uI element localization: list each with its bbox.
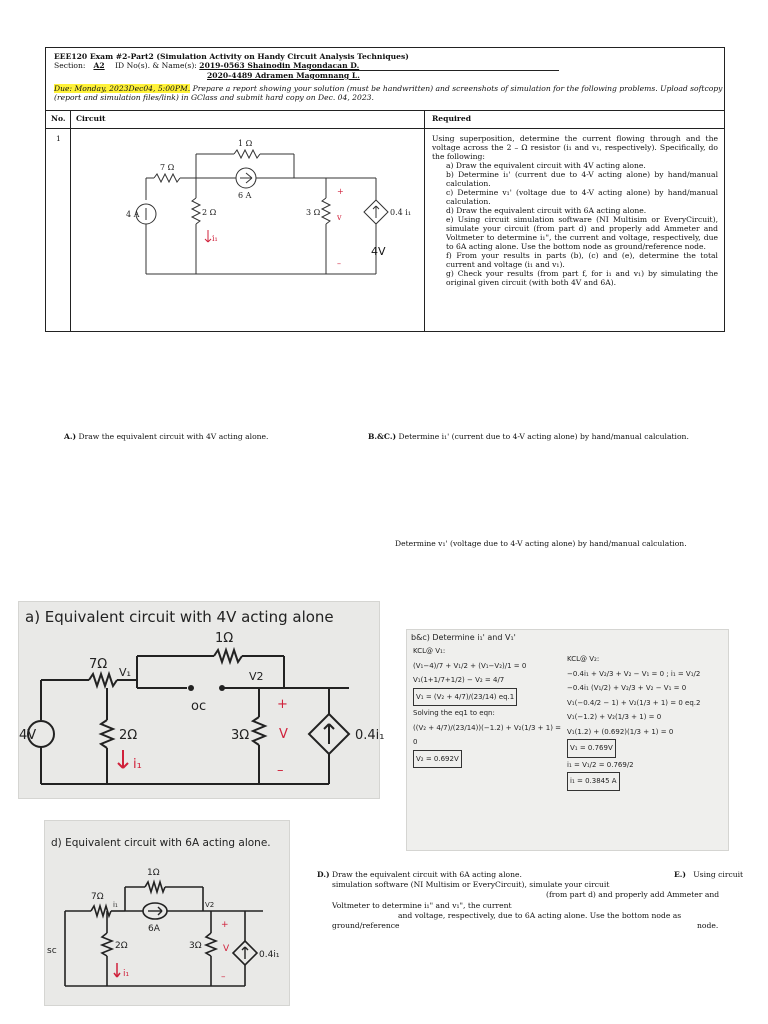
handwritten-4v-note: 4V <box>371 245 386 258</box>
photo-a-title: a) Equivalent circuit with 4V acting alone <box>25 608 334 626</box>
student-1: 2019-0563 Shainodin Magondacan D. <box>199 61 360 70</box>
photo-a-r1: 1Ω <box>215 631 234 646</box>
label-3ohm: 3 Ω <box>306 208 321 217</box>
label-4a: 4 A <box>126 210 140 219</box>
required-items <box>446 161 718 287</box>
exam-title: EEE120 Exam #2-Part2 (Simulation Activity on Handy Circuit Analysis Techniques) <box>54 52 409 61</box>
required-intro: Using superposition, determine the current flowing through and the voltage across the 2 – Ω resistor (i₁ and v₁, respectively). Specifically, do the following: <box>432 134 718 161</box>
col-divider-2 <box>424 110 425 331</box>
calc-left-0: KCL@ V₁: <box>413 647 446 655</box>
label-dep-source: 0.4 i₁ <box>390 208 412 217</box>
table-column-header <box>46 110 724 129</box>
caption-d-line2: simulation software (NI Multisim or EveryCircuit), simulate your circuit <box>332 880 610 889</box>
caption-d-line1 <box>317 870 522 879</box>
col-circuit: Circuit <box>76 114 106 123</box>
calc-left-3: V₁ = (V₂ + 4/7)/(23/14) eq.1 <box>413 688 517 707</box>
photo-d-src: 6A <box>148 924 160 934</box>
calc-left-6: V₂ = 0.692V <box>413 750 462 769</box>
photo-d-r7: 7Ω <box>91 892 104 902</box>
photo-d-title: d) Equivalent circuit with 6A acting alone. <box>51 837 271 849</box>
calc-left-2: V₁(1+1/7+1/2) − V₂ = 4/7 <box>413 676 505 684</box>
caption-e-label: E.) <box>674 870 687 879</box>
calc-right-3: V₁(−0.4/2 − 1) + V₂(1/3 + 1) = 0 eq.2 <box>567 698 701 707</box>
photo-a-circuit <box>19 602 385 800</box>
caption-d-line6a: ground/reference <box>332 921 400 930</box>
label-1ohm: 1 Ω <box>238 139 253 148</box>
id-label: ID No(s). & Name(s): <box>115 61 197 70</box>
label-plus: + <box>337 187 344 196</box>
required-item-e: e) Using circuit simulation software (NI Multisim or EveryCircuit), simulate your circuit (from part d) and properly add Ammeter and Voltmeter to determine i₁", the current and voltage, respectively, due to 6A acting alone. Use the bottom node as ground/reference node. <box>446 215 718 251</box>
calc-left-4: Solving the eq1 to eqn: <box>413 709 495 717</box>
required-item-g: g) Check your results (from part f, for i₁ and v₁) by simulating the original given circuit (with both 4V and 6A). <box>446 269 718 287</box>
photo-d-dep: 0.4i₁ <box>259 950 280 960</box>
caption-e-text: Using circuit <box>693 870 744 879</box>
photo-d-i1: i₁ <box>123 969 130 979</box>
photo-d-v2: V2 <box>205 901 215 909</box>
section-label: Section: <box>54 61 86 70</box>
label-6a: 6 A <box>238 191 252 200</box>
col-divider-1 <box>70 110 71 331</box>
photo-bc-left-column <box>413 644 563 768</box>
photo-a-oc: oc <box>191 699 207 714</box>
calc-right-0: KCL@ V₂: <box>567 655 600 663</box>
photo-a-v1: V₁ <box>119 666 131 679</box>
due-highlight: Due: Monday, 2023Dec04, 5:00PM. <box>54 84 191 93</box>
required-item-a: a) Draw the equivalent circuit with 4V acting alone. <box>446 161 646 170</box>
col-no: No. <box>51 114 66 123</box>
label-i1: i₁ <box>212 234 218 243</box>
label-minus: – <box>337 259 341 268</box>
caption-d-text: Draw the equivalent circuit with 6A acting alone. <box>329 870 522 879</box>
calc-right-6: V₁ = 0.769V <box>567 739 616 758</box>
caption-d-line6b: node. <box>697 921 719 930</box>
photo-a-r7: 7Ω <box>89 657 108 672</box>
photo-d-r3: 3Ω <box>189 941 202 951</box>
due-line-2: (report and simulation files/link) in GClass and submit hard copy on Dec. 04, 2023. <box>54 93 374 102</box>
photo-d-plus: + <box>221 920 229 930</box>
calc-right-4: V₁(−1.2) + V₂(1/3 + 1) = 0 <box>567 713 662 721</box>
caption-e-line1 <box>674 870 743 879</box>
calc-left-1: (V₁−4)/7 + V₁/2 + (V₁−V₂)/1 = 0 <box>413 661 527 670</box>
required-item-c: c) Determine v₁' (voltage due to 4-V acting alone) by hand/manual calculation. <box>446 188 718 206</box>
label-7ohm: 7 Ω <box>160 163 175 172</box>
problem-circuit-diagram <box>126 134 412 284</box>
photo-equivalent-6a <box>44 820 290 1006</box>
label-2ohm: 2 Ω <box>202 208 217 217</box>
photo-a-src: 4V <box>19 728 37 743</box>
section-row <box>54 61 359 70</box>
photo-a-plus: + <box>277 697 288 712</box>
row-number: 1 <box>56 134 61 143</box>
photo-a-r2: 2Ω <box>119 728 138 743</box>
caption-a <box>64 432 268 441</box>
caption-a-text: Draw the equivalent circuit with 4V acting alone. <box>76 432 269 441</box>
photo-a-minus: – <box>277 763 284 778</box>
required-item-d: d) Draw the equivalent circuit with 6A acting alone. <box>446 206 647 215</box>
photo-d-circuit <box>45 821 291 1007</box>
caption-a-label: A.) <box>64 432 77 441</box>
calc-right-2: −0.4i₁ (V₁/2) + V₂/3 + V₂ − V₁ = 0 <box>567 684 687 692</box>
due-text: Prepare a report showing your solution (must be handwritten) and screenshots of simulation for the following problems. Upload softcopy <box>190 84 723 93</box>
student-2: 2020-4489 Adramen Magomnang L. <box>207 71 360 80</box>
calc-right-5: V₁(1.2) + (0.692)(1/3 + 1) = 0 <box>567 727 674 736</box>
photo-a-dep: 0.4i₁ <box>355 728 385 743</box>
photo-equivalent-4v <box>18 601 385 799</box>
caption-bc <box>368 432 689 441</box>
photo-a-v: V <box>279 727 288 742</box>
section-value: A2 <box>93 61 105 70</box>
photo-d-i1-node: i₁ <box>113 901 118 909</box>
col-required: Required <box>432 114 471 123</box>
photo-a-v2: V2 <box>249 670 264 683</box>
required-item-b: b) Determine i₁' (current due to 4-V acting alone) by hand/manual calculation. <box>446 170 718 188</box>
photo-bc-right-column <box>567 652 727 791</box>
photo-a-i1: i₁ <box>133 757 142 772</box>
open-circuit-node-right <box>219 685 225 691</box>
photo-hand-calculation <box>406 629 729 851</box>
exam-header-table <box>45 47 725 332</box>
caption-c: Determine v₁' (voltage due to 4-V acting alone) by hand/manual calculation. <box>395 539 687 548</box>
photo-d-v: V <box>223 944 230 954</box>
photo-d-r1: 1Ω <box>147 868 160 878</box>
due-line <box>54 84 722 93</box>
caption-bc-text: Determine i₁' (current due to 4-V acting alone) by hand/manual calculation. <box>396 432 689 441</box>
caption-d-line4: Voltmeter to determine i₁" and v₁", the current <box>332 901 512 910</box>
calc-left-5: ((V₂ + 4/7)/(23/14))(−1.2) + V₂(1/3 + 1) = 0 <box>413 723 562 746</box>
open-circuit-node-left <box>188 685 194 691</box>
caption-d-line3: (from part d) and properly add Ammeter and <box>546 890 720 899</box>
calc-right-8: i₁ = 0.3845 A <box>567 772 620 791</box>
photo-d-r2: 2Ω <box>115 941 128 951</box>
calc-right-1: −0.4i₁ + V₂/3 + V₂ − V₁ = 0 ; i₁ = V₁/2 <box>567 669 701 678</box>
caption-d-line5: and voltage, respectively, due to 6A acting alone. Use the bottom node as <box>398 911 682 920</box>
caption-bc-label: B.&C.) <box>368 432 397 441</box>
calc-right-7: i₁ = V₁/2 = 0.769/2 <box>567 760 634 769</box>
caption-d-label: D.) <box>317 870 330 879</box>
label-v: v <box>337 213 342 222</box>
required-item-f: f) From your results in parts (b), (c) and (e), determine the total current and voltage (i₁ and v₁). <box>446 251 718 269</box>
photo-a-r3: 3Ω <box>231 728 250 743</box>
photo-d-sc: sc <box>47 946 57 956</box>
header-info <box>46 48 724 111</box>
photo-bc-title: b&c) Determine i₁' and V₁' <box>411 633 516 642</box>
photo-d-minus: – <box>221 972 226 982</box>
required-text <box>432 134 718 287</box>
